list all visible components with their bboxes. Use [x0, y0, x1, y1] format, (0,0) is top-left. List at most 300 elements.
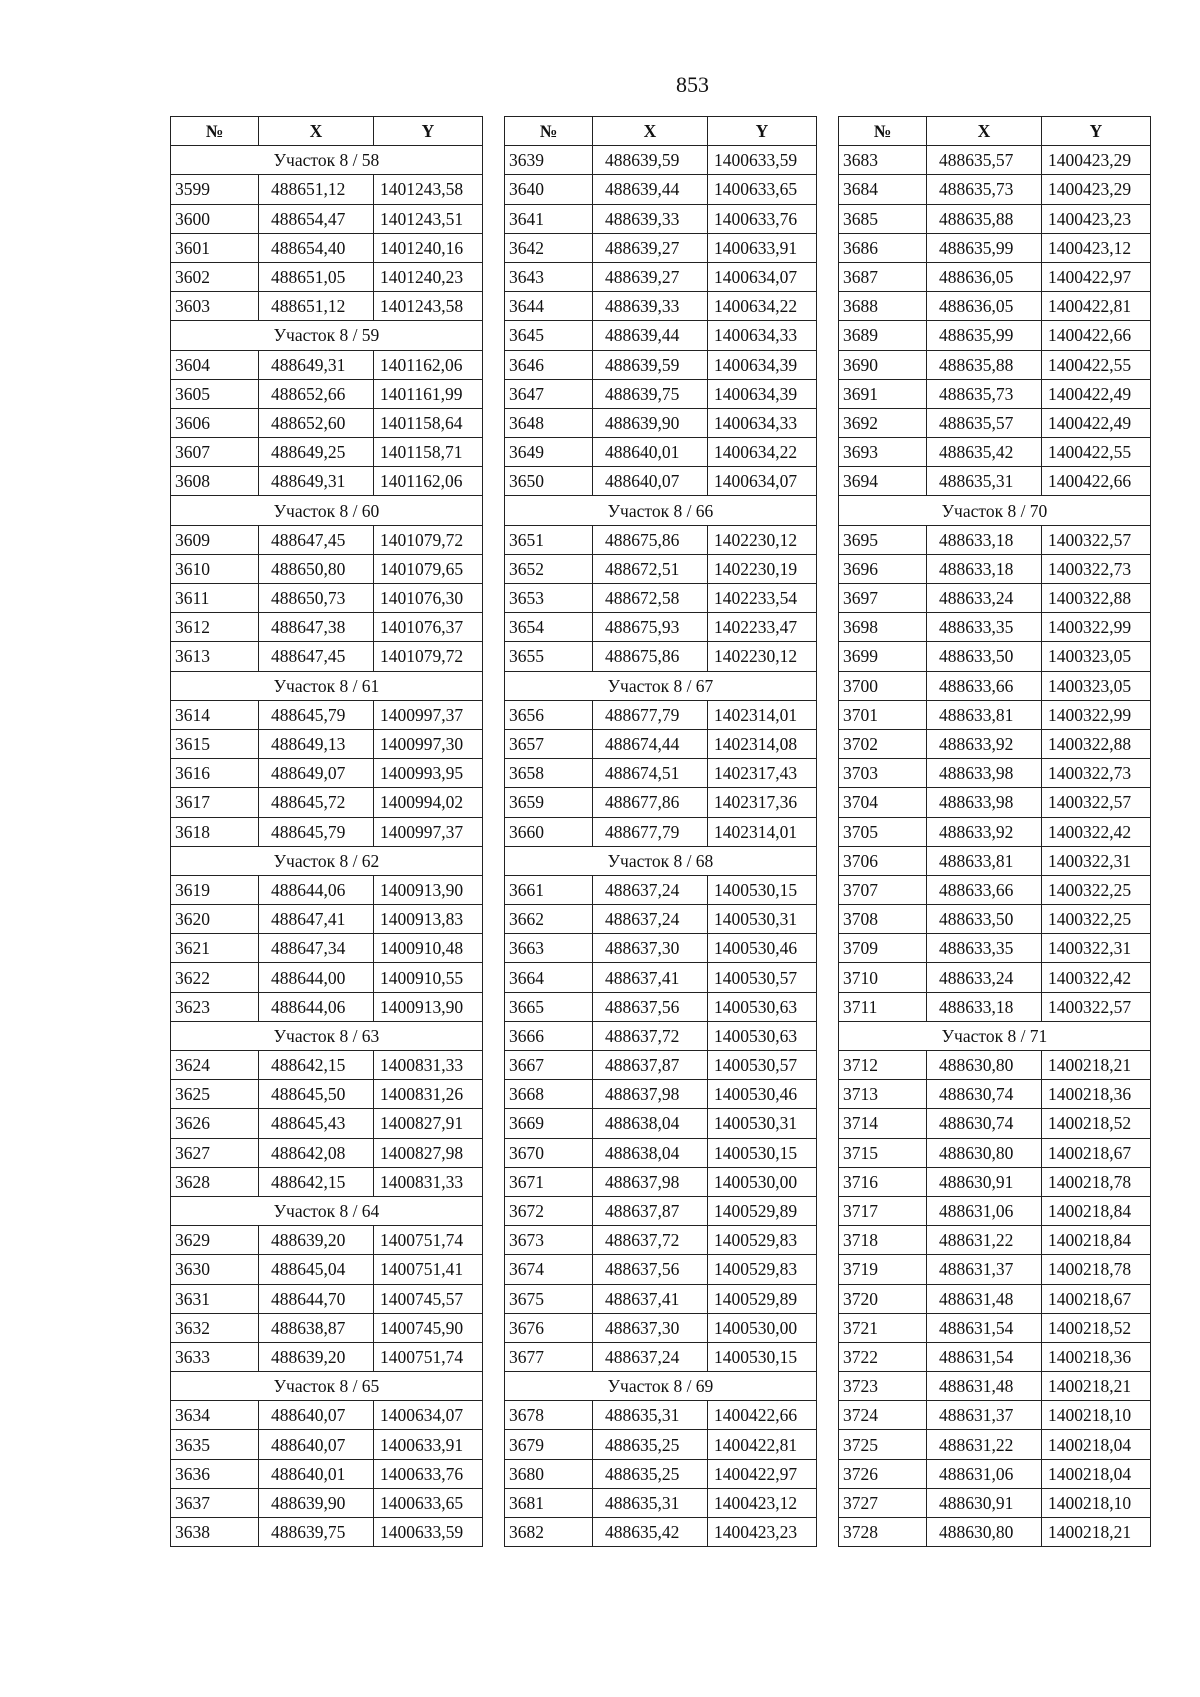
table-row — [839, 204, 1151, 233]
x-coordinate-cell: 488640,07 — [259, 1401, 374, 1430]
point-number-cell: 3608 — [171, 467, 259, 496]
x-coordinate-cell: 488636,05 — [927, 262, 1042, 291]
table-row — [505, 817, 817, 846]
table-row — [505, 321, 817, 350]
table-row — [171, 1051, 483, 1080]
x-coordinate-cell: 488633,24 — [927, 584, 1042, 613]
x-coordinate-cell: 488639,59 — [593, 146, 708, 175]
table-row — [505, 1430, 817, 1459]
point-number-cell: 3688 — [839, 292, 927, 321]
table-row — [839, 1051, 1151, 1080]
y-coordinate-cell: 1400633,91 — [708, 233, 817, 262]
x-coordinate-cell: 488633,35 — [927, 613, 1042, 642]
table-row — [171, 1284, 483, 1313]
x-coordinate-cell: 488633,66 — [927, 671, 1042, 700]
y-coordinate-cell: 1400423,23 — [1042, 204, 1151, 233]
table-row — [839, 992, 1151, 1021]
x-coordinate-cell: 488639,90 — [259, 1488, 374, 1517]
y-coordinate-cell: 1400997,37 — [374, 700, 483, 729]
section-header-row — [171, 146, 483, 175]
x-coordinate-cell: 488637,41 — [593, 1284, 708, 1313]
point-number-cell: 3666 — [505, 1021, 593, 1050]
y-coordinate-cell: 1400218,67 — [1042, 1138, 1151, 1167]
y-coordinate-cell: 1400322,73 — [1042, 759, 1151, 788]
section-title: Участок 8 / 65 — [171, 1372, 483, 1401]
table-row — [171, 379, 483, 408]
table-row — [505, 759, 817, 788]
x-coordinate-cell: 488635,57 — [927, 408, 1042, 437]
table-row — [839, 1284, 1151, 1313]
y-coordinate-cell: 1400422,49 — [1042, 379, 1151, 408]
y-coordinate-cell: 1400322,57 — [1042, 992, 1151, 1021]
y-coordinate-cell: 1400910,55 — [374, 963, 483, 992]
table-row — [839, 554, 1151, 583]
section-title: Участок 8 / 71 — [839, 1021, 1151, 1050]
table-row — [171, 759, 483, 788]
x-coordinate-cell: 488637,56 — [593, 992, 708, 1021]
y-coordinate-cell: 1402230,12 — [708, 642, 817, 671]
y-coordinate-cell: 1400529,89 — [708, 1196, 817, 1225]
point-number-cell: 3668 — [505, 1080, 593, 1109]
x-coordinate-cell: 488644,06 — [259, 992, 374, 1021]
table-row — [171, 408, 483, 437]
point-number-cell: 3708 — [839, 905, 927, 934]
y-coordinate-cell: 1400634,39 — [708, 379, 817, 408]
y-coordinate-cell: 1400913,83 — [374, 905, 483, 934]
point-number-cell: 3704 — [839, 788, 927, 817]
x-coordinate-cell: 488635,57 — [927, 146, 1042, 175]
section-header-row — [505, 671, 817, 700]
table-row — [171, 1313, 483, 1342]
point-number-cell: 3722 — [839, 1342, 927, 1371]
x-coordinate-cell: 488645,79 — [259, 817, 374, 846]
point-number-cell: 3663 — [505, 934, 593, 963]
table-row — [839, 1518, 1151, 1547]
x-coordinate-cell: 488644,00 — [259, 963, 374, 992]
y-coordinate-cell: 1400530,15 — [708, 875, 817, 904]
point-number-cell: 3720 — [839, 1284, 927, 1313]
point-number-cell: 3667 — [505, 1051, 593, 1080]
section-title: Участок 8 / 66 — [505, 496, 817, 525]
y-coordinate-cell: 1402233,54 — [708, 584, 817, 613]
x-coordinate-cell: 488675,86 — [593, 642, 708, 671]
x-coordinate-cell: 488630,80 — [927, 1518, 1042, 1547]
point-number-cell: 3631 — [171, 1284, 259, 1313]
y-coordinate-cell: 1400422,49 — [1042, 408, 1151, 437]
y-coordinate-cell: 1401243,51 — [374, 204, 483, 233]
point-number-cell: 3675 — [505, 1284, 593, 1313]
table-row — [505, 1138, 817, 1167]
x-coordinate-cell: 488633,81 — [927, 700, 1042, 729]
table-row — [505, 700, 817, 729]
table-row — [505, 1255, 817, 1284]
y-coordinate-cell: 1400422,97 — [708, 1459, 817, 1488]
y-coordinate-cell: 1401158,64 — [374, 408, 483, 437]
point-number-cell: 3728 — [839, 1518, 927, 1547]
x-coordinate-cell: 488651,12 — [259, 175, 374, 204]
point-number-cell: 3612 — [171, 613, 259, 642]
point-number-cell: 3623 — [171, 992, 259, 1021]
header-x: X — [927, 117, 1042, 146]
table-row — [505, 379, 817, 408]
x-coordinate-cell: 488640,07 — [259, 1430, 374, 1459]
point-number-cell: 3700 — [839, 671, 927, 700]
point-number-cell: 3665 — [505, 992, 593, 1021]
x-coordinate-cell: 488637,24 — [593, 1342, 708, 1371]
point-number-cell: 3628 — [171, 1167, 259, 1196]
y-coordinate-cell: 1402233,47 — [708, 613, 817, 642]
point-number-cell: 3641 — [505, 204, 593, 233]
point-number-cell: 3680 — [505, 1459, 593, 1488]
x-coordinate-cell: 488647,41 — [259, 905, 374, 934]
section-title: Участок 8 / 60 — [171, 496, 483, 525]
y-coordinate-cell: 1400218,10 — [1042, 1488, 1151, 1517]
x-coordinate-cell: 488631,37 — [927, 1401, 1042, 1430]
y-coordinate-cell: 1400745,90 — [374, 1313, 483, 1342]
point-number-cell: 3646 — [505, 350, 593, 379]
y-coordinate-cell: 1400529,83 — [708, 1255, 817, 1284]
y-coordinate-cell: 1400322,25 — [1042, 875, 1151, 904]
point-number-cell: 3645 — [505, 321, 593, 350]
header-y: Y — [1042, 117, 1151, 146]
x-coordinate-cell: 488635,99 — [927, 321, 1042, 350]
y-coordinate-cell: 1400322,31 — [1042, 934, 1151, 963]
y-coordinate-cell: 1400322,57 — [1042, 525, 1151, 554]
section-title: Участок 8 / 70 — [839, 496, 1151, 525]
x-coordinate-cell: 488639,20 — [259, 1226, 374, 1255]
point-number-cell: 3655 — [505, 642, 593, 671]
point-number-cell: 3721 — [839, 1313, 927, 1342]
y-coordinate-cell: 1402317,43 — [708, 759, 817, 788]
section-header-row — [839, 496, 1151, 525]
section-header-row — [171, 846, 483, 875]
y-coordinate-cell: 1400218,36 — [1042, 1342, 1151, 1371]
y-coordinate-cell: 1401158,71 — [374, 438, 483, 467]
section-title: Участок 8 / 59 — [171, 321, 483, 350]
coordinates-table-2 — [504, 116, 817, 1547]
table-row — [839, 905, 1151, 934]
point-number-cell: 3648 — [505, 408, 593, 437]
point-number-cell: 3678 — [505, 1401, 593, 1430]
table-header-row — [505, 117, 817, 146]
table-row — [839, 1488, 1151, 1517]
point-number-cell: 3677 — [505, 1342, 593, 1371]
point-number-cell: 3632 — [171, 1313, 259, 1342]
x-coordinate-cell: 488637,87 — [593, 1051, 708, 1080]
table-row — [171, 875, 483, 904]
y-coordinate-cell: 1400322,88 — [1042, 584, 1151, 613]
table-row — [505, 1109, 817, 1138]
x-coordinate-cell: 488635,31 — [593, 1401, 708, 1430]
point-number-cell: 3647 — [505, 379, 593, 408]
x-coordinate-cell: 488639,44 — [593, 321, 708, 350]
y-coordinate-cell: 1400994,02 — [374, 788, 483, 817]
table-row — [839, 584, 1151, 613]
x-coordinate-cell: 488677,79 — [593, 817, 708, 846]
point-number-cell: 3723 — [839, 1372, 927, 1401]
x-coordinate-cell: 488637,72 — [593, 1021, 708, 1050]
x-coordinate-cell: 488677,86 — [593, 788, 708, 817]
x-coordinate-cell: 488649,31 — [259, 350, 374, 379]
table-row — [839, 438, 1151, 467]
table-row — [171, 467, 483, 496]
y-coordinate-cell: 1400530,57 — [708, 1051, 817, 1080]
x-coordinate-cell: 488677,79 — [593, 700, 708, 729]
x-coordinate-cell: 488630,91 — [927, 1488, 1042, 1517]
table-row — [839, 1138, 1151, 1167]
point-number-cell: 3606 — [171, 408, 259, 437]
point-number-cell: 3674 — [505, 1255, 593, 1284]
x-coordinate-cell: 488633,92 — [927, 817, 1042, 846]
y-coordinate-cell: 1402317,36 — [708, 788, 817, 817]
table-header-row — [171, 117, 483, 146]
point-number-cell: 3724 — [839, 1401, 927, 1430]
y-coordinate-cell: 1400633,65 — [708, 175, 817, 204]
x-coordinate-cell: 488637,72 — [593, 1226, 708, 1255]
table-row — [839, 1313, 1151, 1342]
y-coordinate-cell: 1400634,22 — [708, 292, 817, 321]
x-coordinate-cell: 488651,05 — [259, 262, 374, 291]
y-coordinate-cell: 1400218,78 — [1042, 1167, 1151, 1196]
table-row — [505, 963, 817, 992]
x-coordinate-cell: 488631,22 — [927, 1226, 1042, 1255]
y-coordinate-cell: 1400218,52 — [1042, 1109, 1151, 1138]
point-number-cell: 3629 — [171, 1226, 259, 1255]
x-coordinate-cell: 488640,01 — [593, 438, 708, 467]
y-coordinate-cell: 1400322,42 — [1042, 963, 1151, 992]
point-number-cell: 3642 — [505, 233, 593, 262]
table-row — [505, 934, 817, 963]
point-number-cell: 3651 — [505, 525, 593, 554]
y-coordinate-cell: 1400997,37 — [374, 817, 483, 846]
point-number-cell: 3705 — [839, 817, 927, 846]
y-coordinate-cell: 1400218,21 — [1042, 1372, 1151, 1401]
point-number-cell: 3703 — [839, 759, 927, 788]
x-coordinate-cell: 488639,44 — [593, 175, 708, 204]
table-row — [171, 554, 483, 583]
point-number-cell: 3619 — [171, 875, 259, 904]
y-coordinate-cell: 1400633,59 — [708, 146, 817, 175]
x-coordinate-cell: 488638,87 — [259, 1313, 374, 1342]
table-row — [839, 1109, 1151, 1138]
y-coordinate-cell: 1401240,16 — [374, 233, 483, 262]
x-coordinate-cell: 488654,47 — [259, 204, 374, 233]
coordinates-table-1 — [170, 116, 483, 1547]
table-header-row — [839, 117, 1151, 146]
y-coordinate-cell: 1402230,19 — [708, 554, 817, 583]
y-coordinate-cell: 1401079,72 — [374, 525, 483, 554]
point-number-cell: 3616 — [171, 759, 259, 788]
table-row — [505, 1342, 817, 1371]
table-row — [171, 1109, 483, 1138]
x-coordinate-cell: 488647,45 — [259, 525, 374, 554]
x-coordinate-cell: 488638,04 — [593, 1109, 708, 1138]
table-row — [839, 350, 1151, 379]
point-number-cell: 3692 — [839, 408, 927, 437]
y-coordinate-cell: 1400913,90 — [374, 875, 483, 904]
point-number-cell: 3622 — [171, 963, 259, 992]
table-row — [171, 292, 483, 321]
y-coordinate-cell: 1401162,06 — [374, 350, 483, 379]
x-coordinate-cell: 488652,66 — [259, 379, 374, 408]
point-number-cell: 3699 — [839, 642, 927, 671]
table-row — [505, 1196, 817, 1225]
x-coordinate-cell: 488635,31 — [927, 467, 1042, 496]
x-coordinate-cell: 488639,59 — [593, 350, 708, 379]
header-number: № — [839, 117, 927, 146]
y-coordinate-cell: 1400910,48 — [374, 934, 483, 963]
table-row — [839, 321, 1151, 350]
section-header-row — [505, 846, 817, 875]
x-coordinate-cell: 488635,88 — [927, 350, 1042, 379]
x-coordinate-cell: 488633,18 — [927, 525, 1042, 554]
x-coordinate-cell: 488637,98 — [593, 1167, 708, 1196]
table-row — [505, 350, 817, 379]
table-row — [839, 1342, 1151, 1371]
point-number-cell: 3676 — [505, 1313, 593, 1342]
x-coordinate-cell: 488649,25 — [259, 438, 374, 467]
y-coordinate-cell: 1400530,15 — [708, 1342, 817, 1371]
y-coordinate-cell: 1400529,89 — [708, 1284, 817, 1313]
y-coordinate-cell: 1400634,39 — [708, 350, 817, 379]
table-row — [171, 175, 483, 204]
x-coordinate-cell: 488635,25 — [593, 1459, 708, 1488]
x-coordinate-cell: 488635,42 — [593, 1518, 708, 1547]
table-row — [171, 262, 483, 291]
point-number-cell: 3679 — [505, 1430, 593, 1459]
y-coordinate-cell: 1400530,15 — [708, 1138, 817, 1167]
point-number-cell: 3683 — [839, 146, 927, 175]
x-coordinate-cell: 488649,31 — [259, 467, 374, 496]
x-coordinate-cell: 488645,43 — [259, 1109, 374, 1138]
point-number-cell: 3691 — [839, 379, 927, 408]
table-row — [839, 233, 1151, 262]
table-row — [839, 846, 1151, 875]
x-coordinate-cell: 488652,60 — [259, 408, 374, 437]
point-number-cell: 3672 — [505, 1196, 593, 1225]
y-coordinate-cell: 1400218,84 — [1042, 1226, 1151, 1255]
table-row — [505, 204, 817, 233]
point-number-cell: 3636 — [171, 1459, 259, 1488]
table-row — [171, 204, 483, 233]
point-number-cell: 3625 — [171, 1080, 259, 1109]
y-coordinate-cell: 1400323,05 — [1042, 642, 1151, 671]
y-coordinate-cell: 1400322,42 — [1042, 817, 1151, 846]
table-row — [505, 262, 817, 291]
table-row — [171, 700, 483, 729]
table-row — [505, 467, 817, 496]
table-row — [839, 1430, 1151, 1459]
point-number-cell: 3713 — [839, 1080, 927, 1109]
point-number-cell: 3719 — [839, 1255, 927, 1284]
table-row — [171, 233, 483, 262]
x-coordinate-cell: 488631,22 — [927, 1430, 1042, 1459]
x-coordinate-cell: 488638,04 — [593, 1138, 708, 1167]
y-coordinate-cell: 1400745,57 — [374, 1284, 483, 1313]
table-row — [505, 1021, 817, 1050]
x-coordinate-cell: 488649,07 — [259, 759, 374, 788]
table-row — [505, 1313, 817, 1342]
table-row — [171, 1226, 483, 1255]
y-coordinate-cell: 1400530,63 — [708, 1021, 817, 1050]
x-coordinate-cell: 488639,90 — [593, 408, 708, 437]
y-coordinate-cell: 1402314,01 — [708, 817, 817, 846]
x-coordinate-cell: 488637,30 — [593, 1313, 708, 1342]
table-row — [171, 1167, 483, 1196]
point-number-cell: 3635 — [171, 1430, 259, 1459]
table-row — [171, 350, 483, 379]
point-number-cell: 3711 — [839, 992, 927, 1021]
y-coordinate-cell: 1400634,22 — [708, 438, 817, 467]
x-coordinate-cell: 488633,18 — [927, 992, 1042, 1021]
table-row — [171, 642, 483, 671]
x-coordinate-cell: 488637,98 — [593, 1080, 708, 1109]
x-coordinate-cell: 488639,75 — [593, 379, 708, 408]
point-number-cell: 3605 — [171, 379, 259, 408]
table-row — [505, 146, 817, 175]
table-row — [505, 875, 817, 904]
table-row — [171, 1401, 483, 1430]
x-coordinate-cell: 488633,50 — [927, 642, 1042, 671]
table-row — [505, 1488, 817, 1517]
y-coordinate-cell: 1400831,33 — [374, 1051, 483, 1080]
x-coordinate-cell: 488649,13 — [259, 729, 374, 758]
point-number-cell: 3650 — [505, 467, 593, 496]
point-number-cell: 3638 — [171, 1518, 259, 1547]
point-number-cell: 3615 — [171, 729, 259, 758]
point-number-cell: 3671 — [505, 1167, 593, 1196]
table-row — [505, 729, 817, 758]
point-number-cell: 3670 — [505, 1138, 593, 1167]
point-number-cell: 3681 — [505, 1488, 593, 1517]
point-number-cell: 3706 — [839, 846, 927, 875]
point-number-cell: 3689 — [839, 321, 927, 350]
table-row — [505, 613, 817, 642]
point-number-cell: 3658 — [505, 759, 593, 788]
y-coordinate-cell: 1400422,81 — [708, 1430, 817, 1459]
table-row — [171, 905, 483, 934]
table-row — [171, 817, 483, 846]
section-title: Участок 8 / 67 — [505, 671, 817, 700]
point-number-cell: 3669 — [505, 1109, 593, 1138]
point-number-cell: 3695 — [839, 525, 927, 554]
table-row — [839, 642, 1151, 671]
page-number: 853 — [676, 72, 709, 97]
y-coordinate-cell: 1400633,59 — [374, 1518, 483, 1547]
y-coordinate-cell: 1400913,90 — [374, 992, 483, 1021]
x-coordinate-cell: 488639,27 — [593, 262, 708, 291]
point-number-cell: 3621 — [171, 934, 259, 963]
x-coordinate-cell: 488672,58 — [593, 584, 708, 613]
section-header-row — [505, 496, 817, 525]
point-number-cell: 3609 — [171, 525, 259, 554]
header-y: Y — [708, 117, 817, 146]
table-row — [171, 729, 483, 758]
table-row — [839, 788, 1151, 817]
y-coordinate-cell: 1402230,12 — [708, 525, 817, 554]
section-header-row — [171, 1196, 483, 1225]
table-row — [171, 1255, 483, 1284]
y-coordinate-cell: 1400218,36 — [1042, 1080, 1151, 1109]
y-coordinate-cell: 1400218,04 — [1042, 1430, 1151, 1459]
x-coordinate-cell: 488647,38 — [259, 613, 374, 642]
table-row — [839, 467, 1151, 496]
x-coordinate-cell: 488639,33 — [593, 292, 708, 321]
table-row — [171, 1342, 483, 1371]
point-number-cell: 3626 — [171, 1109, 259, 1138]
y-coordinate-cell: 1400634,07 — [374, 1401, 483, 1430]
y-coordinate-cell: 1400827,98 — [374, 1138, 483, 1167]
